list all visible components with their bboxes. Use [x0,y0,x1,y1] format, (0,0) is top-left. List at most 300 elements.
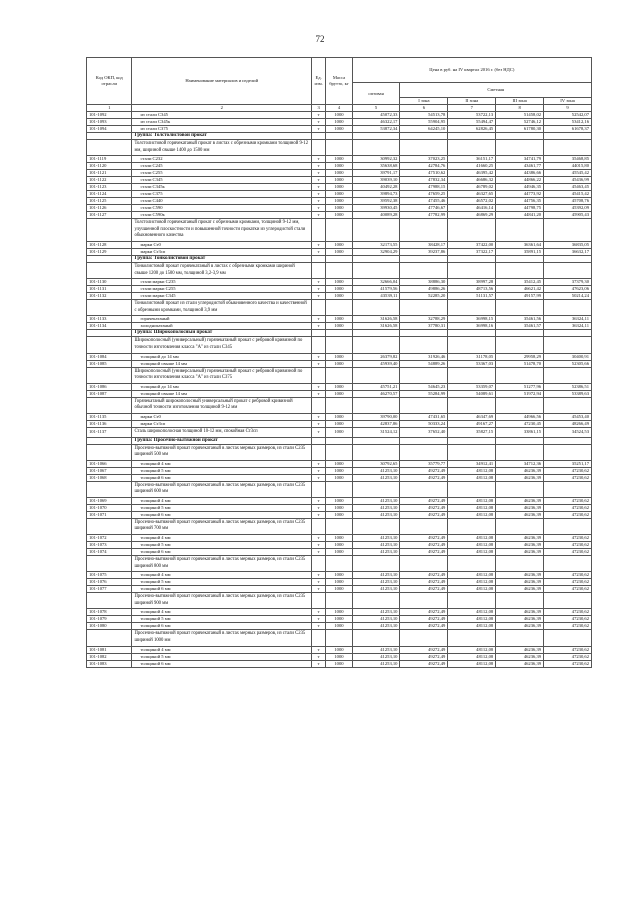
table-row [87,119,592,126]
empty-cell [544,556,592,572]
table-row [87,360,592,367]
description-row [87,630,592,646]
table-row [87,163,592,170]
price-zone-4: 48266,49 [544,420,592,427]
description-row [87,300,592,316]
item-unit: т [311,112,325,119]
empty-cell [400,140,448,156]
price-wholesale: 31626,58 [352,323,400,330]
description-text: Просечно-вытяжной прокат горячекатаный в листах мерных размеров, из стали С235 шириной 800 мм [132,556,311,572]
item-code: 101-1131 [87,286,132,293]
price-zone-2: 48112,08 [448,504,496,511]
item-name: толщиной 5 мм [132,616,311,623]
price-zone-3: 44798,75 [496,205,544,212]
item-unit: т [311,170,325,177]
price-zone-2: 48112,08 [448,467,496,474]
price-zone-2: 53367,03 [448,360,496,367]
empty-cell [448,397,496,413]
price-zone-3: 44966,56 [496,413,544,420]
price-zone-3: 46236,39 [496,653,544,660]
item-code: 101-1094 [87,126,132,133]
description-text: Горячекатаный широкополосный универсальный прокат с ребровой кривизной обычной точности изготовления толщиной 9-12 мм [132,397,311,413]
price-zone-4: 61678,37 [544,126,592,133]
price-zone-4: 37379,30 [544,279,592,286]
price-zone-2: 48112,08 [448,653,496,660]
header-price-title: Цена в руб. на IV квартал 2016 г. (без НДС) [352,58,591,83]
empty-cell [496,330,544,337]
table-row [87,623,592,630]
item-unit: т [311,119,325,126]
price-zone-4: 36324,11 [544,323,592,330]
empty-cell [496,556,544,572]
code-cell [87,330,132,337]
price-zone-2: 48112,08 [448,474,496,481]
header-mass: Масса брутто, кг [326,58,352,105]
price-zone-3: 46236,39 [496,535,544,542]
price-zone-1: 55284,99 [400,390,448,397]
price-wholesale: 31524,12 [352,427,400,437]
price-zone-2: 49167,27 [448,420,496,427]
price-zone-1: 47782,99 [400,212,448,219]
item-name: толщиной 4 мм [132,535,311,542]
code-cell [87,133,132,140]
price-zone-1: 31926,46 [400,353,448,360]
empty-cell [326,337,352,353]
item-name: стали С590 [132,205,311,212]
price-zone-3: 51458,02 [496,112,544,119]
item-name: из стали С345 [132,112,311,119]
price-zone-1: 32788,29 [400,316,448,323]
description-text: Тонколистовой прокат горячекатаный в листах с обрезными кромками шириной свыше 1200 до 1500 мм, толщиной 3,2-3,9 мм [132,262,311,278]
item-mass: 1000 [326,248,352,255]
item-code: 101-1132 [87,293,132,300]
price-zone-3: 46236,39 [496,542,544,549]
price-zone-1: 47746,67 [400,205,448,212]
item-unit: т [311,646,325,653]
price-wholesale: 30992,32 [352,156,400,163]
price-wholesale: 39592,38 [352,198,400,205]
item-unit: т [311,191,325,198]
table-row [87,212,592,219]
empty-cell [326,518,352,534]
empty-cell [400,337,448,353]
price-wholesale: 39039,10 [352,177,400,184]
item-name: толщиной 6 мм [132,549,311,556]
price-zone-4: 45453,40 [544,413,592,420]
price-wholesale: 43539,11 [352,293,400,300]
price-zone-1: 49272,49 [400,653,448,660]
table-row [87,413,592,420]
empty-cell [326,140,352,156]
table-row [87,572,592,579]
table-row [87,497,592,504]
description-row [87,593,592,609]
item-code: 101-1081 [87,646,132,653]
item-code: 101-1068 [87,474,132,481]
item-unit: т [311,184,325,191]
empty-cell [400,481,448,497]
empty-cell [448,255,496,262]
empty-cell [352,262,400,278]
price-zone-2: 34912,41 [448,460,496,467]
item-mass: 1000 [326,198,352,205]
item-unit: т [311,511,325,518]
item-mass: 1000 [326,293,352,300]
price-zone-3: 46236,39 [496,511,544,518]
item-mass: 1000 [326,119,352,126]
price-wholesale: 26379,82 [352,353,400,360]
price-zone-3: 33861,15 [496,427,544,437]
table-row [87,616,592,623]
price-zone-2: 48112,08 [448,623,496,630]
price-zone-3: 49157,99 [496,293,544,300]
empty-cell [352,444,400,460]
item-mass: 1000 [326,383,352,390]
item-mass: 1000 [326,184,352,191]
empty-cell [311,255,325,262]
item-code: 101-1087 [87,390,132,397]
item-mass: 1000 [326,390,352,397]
empty-cell [352,133,400,140]
table-row [87,279,592,286]
code-cell [87,337,132,353]
empty-cell [326,481,352,497]
price-zone-1: 47659,25 [400,191,448,198]
item-name: толщиной 5 мм [132,542,311,549]
price-zone-2: 48713,56 [448,286,496,293]
colnum: 2 [132,105,311,112]
item-name: стали марки С345 [132,293,311,300]
table-header [87,58,592,112]
item-name: стали С375 [132,191,311,198]
price-zone-2: 46572,02 [448,198,496,205]
item-code: 101-1082 [87,653,132,660]
item-mass: 1000 [326,170,352,177]
price-zone-4: 47230,62 [544,609,592,616]
empty-cell [326,437,352,444]
empty-cell [326,630,352,646]
item-unit: т [311,653,325,660]
item-mass: 1000 [326,586,352,593]
price-zone-3: 35461,56 [496,316,544,323]
price-zone-4: 36324,11 [544,316,592,323]
item-mass: 1000 [326,511,352,518]
empty-cell [496,300,544,316]
item-mass: 1000 [326,420,352,427]
price-zone-1: 49272,49 [400,467,448,474]
price-zone-1: 47988,15 [400,184,448,191]
item-mass: 1000 [326,191,352,198]
price-zone-3: 47230,45 [496,420,544,427]
item-unit: т [311,623,325,630]
price-wholesale: 45751,21 [352,383,400,390]
price-zone-1: 42784,76 [400,163,448,170]
price-wholesale: 30792,65 [352,460,400,467]
price-wholesale: 32173,55 [352,241,400,248]
item-name: толщиной 6 мм [132,586,311,593]
empty-cell [352,219,400,242]
price-wholesale: 40089,28 [352,212,400,219]
price-zone-1: 47832,34 [400,177,448,184]
price-zone-1: 55904,95 [400,119,448,126]
item-name: марки Ст0 [132,241,311,248]
price-zone-1: 49272,49 [400,535,448,542]
item-name: из стали С345к [132,119,311,126]
item-name: толщиной до 14 мм [132,383,311,390]
empty-cell [496,133,544,140]
item-mass: 1000 [326,177,352,184]
item-unit: т [311,177,325,184]
price-wholesale: 32904,29 [352,248,400,255]
price-zone-4: 47230,62 [544,474,592,481]
description-text: Просечно-вытяжной прокат горячекатаный в листах мерных размеров, из стали С235 шириной 500 мм [132,444,311,460]
table-row [87,205,592,212]
price-zone-2: 41660,25 [448,163,496,170]
table-row [87,248,592,255]
price-wholesale: 41253,10 [352,586,400,593]
item-code: 101-1077 [87,586,132,593]
price-zone-2: 46395,42 [448,170,496,177]
item-name: толщиной 4 мм [132,497,311,504]
price-zone-4: 47230,62 [544,616,592,623]
item-mass: 1000 [326,504,352,511]
table-row [87,156,592,163]
item-mass: 1000 [326,360,352,367]
item-code: 101-1066 [87,460,132,467]
empty-cell [544,262,592,278]
item-unit: т [311,413,325,420]
colnum: 1 [87,105,132,112]
table-row [87,286,592,293]
item-name: толщиной 6 мм [132,511,311,518]
empty-cell [311,300,325,316]
table-row [87,323,592,330]
item-mass: 1000 [326,212,352,219]
empty-cell [448,262,496,278]
price-zone-2: 48112,08 [448,549,496,556]
description-row [87,262,592,278]
empty-cell [400,437,448,444]
item-mass: 1000 [326,623,352,630]
empty-cell [311,518,325,534]
item-name: толщиной до 14 мм [132,353,311,360]
price-zone-1: 49272,49 [400,572,448,579]
description-text: Просечно-вытяжной прокат горячекатаный в листах мерных размеров, из стали С235 шириной 600 мм [132,481,311,497]
header-estimate: Сметная [400,83,592,98]
price-wholesale: 45939,40 [352,360,400,367]
item-code: 101-1076 [87,579,132,586]
description-text: Широкополосный (универсальный) горячекатаный прокат с ребровой кривизной по точности изготовления класса "А" из стали С375 [132,367,311,383]
item-name: стали С255 [132,170,311,177]
empty-cell [400,255,448,262]
empty-cell [311,437,325,444]
table-row [87,549,592,556]
item-code: 101-1135 [87,413,132,420]
item-unit: т [311,420,325,427]
price-zone-3: 46236,39 [496,549,544,556]
description-row [87,444,592,460]
empty-cell [544,518,592,534]
price-zone-2: 38997,28 [448,279,496,286]
colnum: 9 [544,105,592,112]
item-code: 101-1128 [87,241,132,248]
table-row [87,474,592,481]
item-unit: т [311,205,325,212]
empty-cell [496,630,544,646]
empty-cell [544,133,592,140]
empty-cell [544,630,592,646]
item-unit: т [311,467,325,474]
price-zone-1: 49272,49 [400,549,448,556]
item-code: 101-1119 [87,156,132,163]
empty-cell [326,133,352,140]
empty-cell [352,593,400,609]
item-name: стали С345 [132,177,311,184]
item-code: 101-1120 [87,163,132,170]
group-row [87,437,592,444]
price-zone-4: 47230,62 [544,497,592,504]
item-code: 101-1084 [87,353,132,360]
description-row [87,481,592,497]
empty-cell [311,397,325,413]
price-zone-2: 46869,29 [448,212,496,219]
item-name: толщиной 4 мм [132,460,311,467]
empty-cell [326,556,352,572]
item-name: толщиной 6 мм [132,474,311,481]
item-code: 101-1074 [87,549,132,556]
empty-cell [326,219,352,242]
item-unit: т [311,660,325,667]
page-number: 72 [315,34,325,44]
empty-cell [544,219,592,242]
item-name: стали С345к [132,184,311,191]
price-zone-3: 44773,92 [496,191,544,198]
empty-cell [448,367,496,383]
price-zone-4: 45436,99 [544,177,592,184]
empty-cell [448,140,496,156]
price-zone-4: 35468,85 [544,156,592,163]
item-name: стали С232 [132,156,311,163]
price-zone-1: 49272,49 [400,497,448,504]
item-code: 101-1121 [87,170,132,177]
table-row [87,383,592,390]
price-table [86,57,592,668]
empty-cell [311,630,325,646]
price-zone-3: 46236,39 [496,623,544,630]
header-unit: Ед. изм. [311,58,325,105]
item-unit: т [311,248,325,255]
description-text: Просечно-вытяжной прокат горячекатаный в листах мерных размеров, из стали С235 шириной 700 мм [132,518,311,534]
item-name: холоднокатаный [132,323,311,330]
price-zone-4: 45708,76 [544,198,592,205]
price-zone-2: 46686,32 [448,177,496,184]
item-unit: т [311,198,325,205]
price-zone-4: 50214,24 [544,293,592,300]
item-mass: 1000 [326,279,352,286]
item-code: 101-1085 [87,360,132,367]
price-zone-4: 47623,06 [544,286,592,293]
group-row [87,330,592,337]
price-zone-3: 51478,70 [496,360,544,367]
item-mass: 1000 [326,427,352,437]
code-cell [87,397,132,413]
item-unit: т [311,504,325,511]
item-name: марки Ст3сп [132,248,311,255]
price-zone-4: 45905,43 [544,212,592,219]
item-name: из стали С375 [132,126,311,133]
item-unit: т [311,279,325,286]
code-cell [87,437,132,444]
item-mass: 1000 [326,205,352,212]
table-row [87,660,592,667]
item-code: 101-1073 [87,542,132,549]
item-name: Сталь широкополосная толщиной 10-12 мм, спокойная Ст3сп [132,427,311,437]
empty-cell [326,397,352,413]
empty-cell [496,437,544,444]
price-zone-4: 47230,62 [544,653,592,660]
header-wholesale: оптовая [352,83,400,105]
group-row [87,255,592,262]
price-wholesale: 41253,10 [352,497,400,504]
price-zone-3: 46236,39 [496,646,544,653]
item-mass: 1000 [326,572,352,579]
header-zone-1: I зона [400,98,448,105]
empty-cell [448,337,496,353]
price-zone-2: 48112,08 [448,646,496,653]
price-zone-3: 35412,45 [496,279,544,286]
price-wholesale: 31626,58 [352,316,400,323]
price-wholesale: 32666,04 [352,279,400,286]
empty-cell [400,262,448,278]
group-row [87,133,592,140]
item-code: 101-1070 [87,504,132,511]
price-zone-3: 46621,42 [496,286,544,293]
price-zone-1: 49272,49 [400,579,448,586]
empty-cell [496,255,544,262]
table-row [87,241,592,248]
item-code: 101-1127 [87,212,132,219]
price-zone-3: 46236,39 [496,609,544,616]
price-wholesale: 41253,10 [352,623,400,630]
price-zone-3: 51972,94 [496,390,544,397]
code-cell [87,262,132,278]
item-mass: 1000 [326,460,352,467]
empty-cell [496,481,544,497]
empty-cell [326,300,352,316]
item-unit: т [311,156,325,163]
empty-cell [400,219,448,242]
price-wholesale: 46270,57 [352,390,400,397]
table-row [87,198,592,205]
item-mass: 1000 [326,316,352,323]
description-row [87,556,592,572]
price-zone-4: 47230,62 [544,579,592,586]
empty-cell [544,367,592,383]
item-code: 101-1083 [87,660,132,667]
item-name: толщиной 6 мм [132,623,311,630]
empty-cell [311,481,325,497]
empty-cell [326,262,352,278]
price-wholesale: 39930,45 [352,205,400,212]
description-row [87,367,592,383]
item-unit: т [311,383,325,390]
item-mass: 1000 [326,286,352,293]
empty-cell [448,437,496,444]
empty-cell [400,593,448,609]
item-code: 101-1086 [87,383,132,390]
item-code: 101-1129 [87,248,132,255]
price-zone-3: 46236,39 [496,474,544,481]
